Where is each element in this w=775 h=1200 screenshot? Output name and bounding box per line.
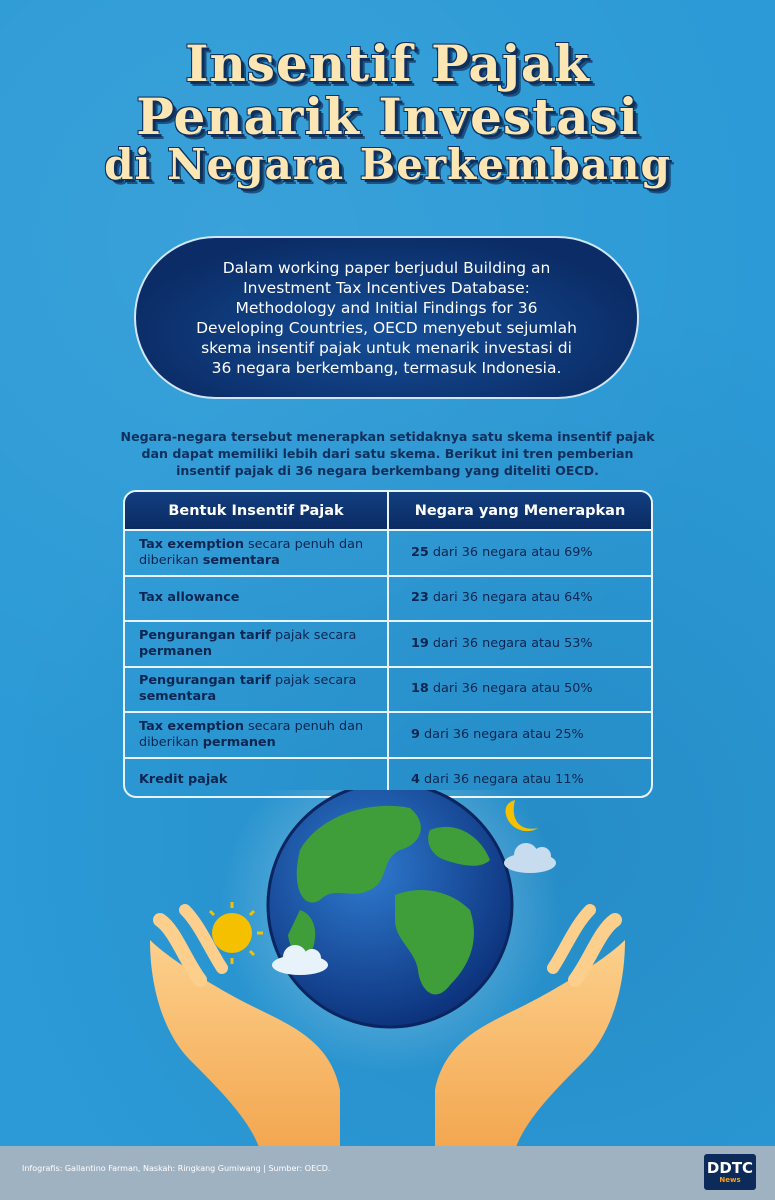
credit-text: Infografis: Gallantino Farman, Naskah: Ringkang Gumiwang | Sumber: OECD. xyxy=(22,1164,331,1173)
country-count-cell xyxy=(389,577,651,621)
intro-text: Dalam working paper berjudul Building an Investment Tax Incentives Database: Methodology and Initial Findings for 36 Developing Countries, OECD menyebut sejumlah skema insentif pajak untuk menarik investasi di 36 negara berkembang, termasuk Indonesia. xyxy=(196,258,577,377)
incentive-type-bold: Tax exemption xyxy=(139,536,244,552)
title-line-1: Insentif Pajak xyxy=(185,34,590,93)
globe-illustration xyxy=(0,790,775,1150)
incentive-type-cell xyxy=(125,531,389,575)
incentive-table xyxy=(123,490,653,798)
globe-hands-graphic xyxy=(0,790,775,1150)
page-title xyxy=(0,34,775,189)
country-count-text: dari 36 negara atau 11% xyxy=(419,772,584,788)
country-count-cell xyxy=(389,622,651,666)
header-incentive-type: Bentuk Insentif Pajak xyxy=(125,492,389,529)
table-row xyxy=(125,575,651,621)
incentive-type-cell xyxy=(125,622,389,666)
logo-sub-text: News xyxy=(719,1175,741,1184)
incentive-type-bold: Pengurangan tarif xyxy=(139,627,271,643)
incentive-type-bold: Tax exemption xyxy=(139,718,244,734)
country-count-text: dari 36 negara atau 53% xyxy=(428,635,593,651)
country-count: 9 xyxy=(411,726,420,742)
country-count-cell xyxy=(389,713,651,757)
country-count: 23 xyxy=(411,590,429,606)
ddtc-news-logo xyxy=(704,1154,756,1190)
incentive-duration: sementara xyxy=(202,552,280,568)
logo-main-text: DDTC xyxy=(706,1158,754,1177)
incentive-type-text: secara penuh dan diberikan xyxy=(139,536,364,568)
footer-bar xyxy=(0,1146,775,1200)
incentive-duration: permanen xyxy=(202,734,276,750)
country-count-text: dari 36 negara atau 25% xyxy=(419,726,584,742)
incentive-type-cell xyxy=(125,668,389,712)
table-row xyxy=(125,666,651,712)
header-countries: Negara yang Menerapkan xyxy=(414,502,626,519)
incentive-type-bold: Tax allowance xyxy=(139,590,240,606)
country-count: 19 xyxy=(411,635,429,651)
country-count: 25 xyxy=(411,544,429,560)
table-row xyxy=(125,620,651,666)
country-count-text: dari 36 negara atau 50% xyxy=(428,681,593,697)
country-count-cell xyxy=(389,668,651,712)
globe-icon xyxy=(268,790,512,1027)
incentive-type-text: secara penuh dan diberikan xyxy=(139,718,364,750)
incentive-type-bold: Kredit pajak xyxy=(139,772,228,788)
country-count: 18 xyxy=(411,681,429,697)
incentive-type-text: pajak secara xyxy=(270,673,357,689)
country-count-text: dari 36 negara atau 64% xyxy=(428,590,593,606)
incentive-duration: sementara xyxy=(139,689,217,705)
title-line-2: Penarik Investasi xyxy=(136,86,639,146)
title-line-3: di Negara Berkembang xyxy=(104,140,671,189)
country-count: 4 xyxy=(411,772,420,788)
incentive-type-text: pajak secara xyxy=(270,627,357,643)
country-count-cell xyxy=(389,531,651,575)
table-row xyxy=(125,529,651,575)
incentive-type-bold: Pengurangan tarif xyxy=(139,673,271,689)
lead-paragraph: Negara-negara tersebut menerapkan setidaknya satu skema insentif pajak dan dapat memiliki lebih dari satu skema. Berikut ini tren pemberian insentif pajak di 36 negara berkembang yang diteliti OECD. xyxy=(120,429,655,478)
intro-box xyxy=(134,236,639,399)
incentive-type-cell xyxy=(125,713,389,757)
country-count-text: dari 36 negara atau 69% xyxy=(428,544,593,560)
table-row xyxy=(125,711,651,757)
incentive-duration: permanen xyxy=(139,643,213,659)
incentive-type-cell xyxy=(125,577,389,621)
table-header xyxy=(125,492,651,529)
